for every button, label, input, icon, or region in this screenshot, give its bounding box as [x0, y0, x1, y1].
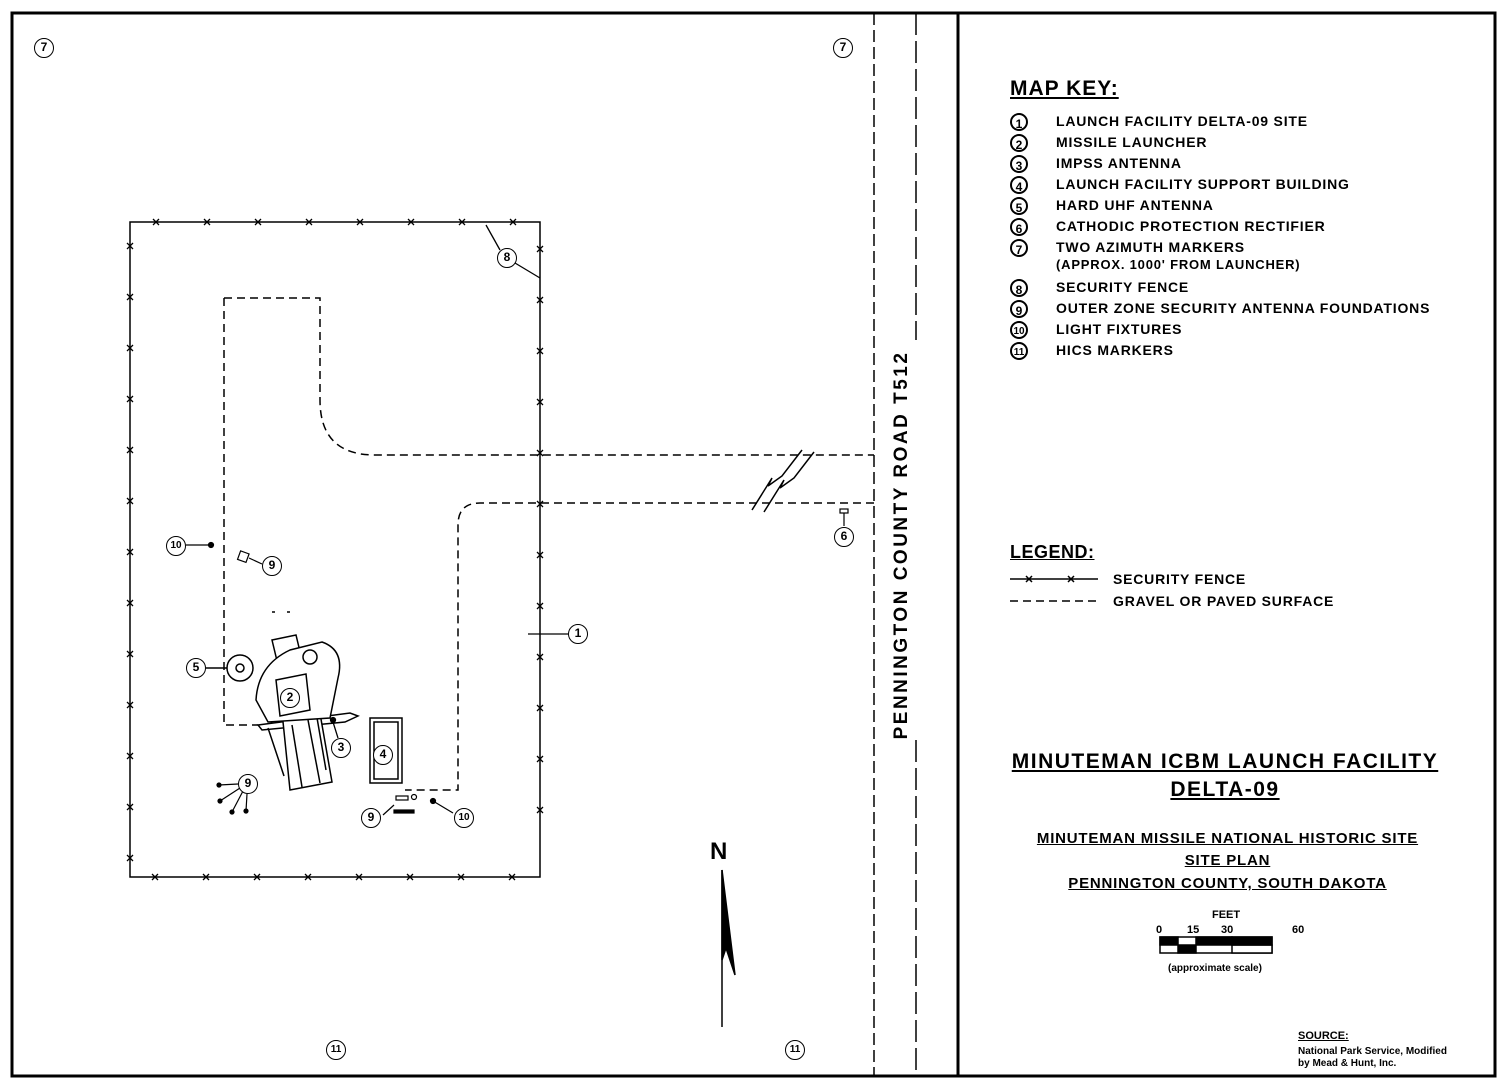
map-key-heading: MAP KEY:: [1010, 77, 1119, 100]
map-key-label: CATHODIC PROTECTION RECTIFIER: [1056, 218, 1326, 234]
map-key-number: 7: [1010, 239, 1028, 257]
map-key-label: TWO AZIMUTH MARKERS: [1056, 239, 1245, 255]
callout-c4: 4: [373, 745, 393, 765]
source-heading: SOURCE:: [1298, 1030, 1349, 1042]
callout-c11a: 11: [326, 1040, 346, 1060]
access-road-south-edge: [405, 503, 874, 790]
scale-tick-30: 30: [1221, 924, 1234, 936]
map-key-number: 5: [1010, 197, 1028, 215]
map-key-label: HICS MARKERS: [1056, 342, 1174, 358]
callout-c10a: 10: [166, 536, 186, 556]
source-line-1: National Park Service, Modified: [1298, 1046, 1447, 1057]
road-label: PENNINGTON COUNTY ROAD T512: [891, 350, 912, 740]
map-key-label: OUTER ZONE SECURITY ANTENNA FOUNDATIONS: [1056, 300, 1431, 316]
callout-c9a: 9: [262, 556, 282, 576]
map-key-number: 4: [1010, 176, 1028, 194]
map-key-label: SECURITY FENCE: [1056, 279, 1190, 295]
north-label: N: [710, 838, 728, 865]
map-key-label: LIGHT FIXTURES: [1056, 321, 1183, 337]
legend-fence-sample: [1010, 576, 1098, 582]
subtitle-county: PENNINGTON COUNTY, SOUTH DAKOTA: [1068, 875, 1387, 892]
map-key-label: HARD UHF ANTENNA: [1056, 197, 1214, 213]
legend-fence-label: SECURITY FENCE: [1113, 571, 1247, 587]
hard-uhf-antenna: [206, 655, 253, 681]
scale-tick-15: 15: [1187, 924, 1200, 936]
map-key-label-note: (APPROX. 1000' FROM LAUNCHER): [1056, 257, 1301, 272]
callout-c7a: 7: [34, 38, 54, 58]
callout-c1: 1: [568, 624, 588, 644]
title-line-2: DELTA-09: [1170, 778, 1280, 801]
map-key-number: 9: [1010, 300, 1028, 318]
map-key-number: 10: [1010, 321, 1028, 339]
cathodic-rectifier: [840, 509, 848, 513]
callout-c10b: 10: [454, 808, 474, 828]
map-key-label: IMPSS ANTENNA: [1056, 155, 1182, 171]
callout-c8: 8: [497, 248, 517, 268]
callout-c5: 5: [186, 658, 206, 678]
title-line-1: MINUTEMAN ICBM LAUNCH FACILITY: [1011, 750, 1439, 773]
sheet-border: [12, 13, 1495, 1076]
legend-surface-label: GRAVEL OR PAVED SURFACE: [1113, 593, 1335, 609]
scale-unit: FEET: [1212, 909, 1241, 921]
subtitle-site: MINUTEMAN MISSILE NATIONAL HISTORIC SITE: [1036, 830, 1419, 847]
legend-heading: LEGEND:: [1010, 542, 1095, 562]
source-line-2: by Mead & Hunt, Inc.: [1298, 1058, 1397, 1069]
callout-c9c: 9: [361, 808, 381, 828]
fence-markers: [127, 219, 543, 880]
callout-c2: 2: [280, 688, 300, 708]
callout-c9b: 9: [238, 774, 258, 794]
map-key-number: 2: [1010, 134, 1028, 152]
map-key-label: LAUNCH FACILITY SUPPORT BUILDING: [1056, 176, 1350, 192]
subtitle-plan: SITE PLAN: [1184, 852, 1271, 869]
map-key-label: MISSILE LAUNCHER: [1056, 134, 1208, 150]
callout-c7b: 7: [833, 38, 853, 58]
access-road-north-edge: [224, 298, 874, 455]
scale-tick-60: 60: [1292, 924, 1305, 936]
missile-launcher: [256, 612, 358, 790]
map-key-number: 8: [1010, 279, 1028, 297]
scale-note: (approximate scale): [1168, 963, 1262, 974]
callout-c6: 6: [834, 527, 854, 547]
scale-bar: [1160, 937, 1272, 953]
map-key-number: 11: [1010, 342, 1028, 360]
map-key-number: 1: [1010, 113, 1028, 131]
security-fence: [130, 222, 540, 877]
callout-c3: 3: [331, 738, 351, 758]
map-key-label: LAUNCH FACILITY DELTA-09 SITE: [1056, 113, 1308, 129]
map-key-number: 3: [1010, 155, 1028, 173]
scale-tick-0: 0: [1156, 924, 1163, 936]
north-arrow: [722, 870, 735, 1027]
map-key-number: 6: [1010, 218, 1028, 236]
callout-c11b: 11: [785, 1040, 805, 1060]
